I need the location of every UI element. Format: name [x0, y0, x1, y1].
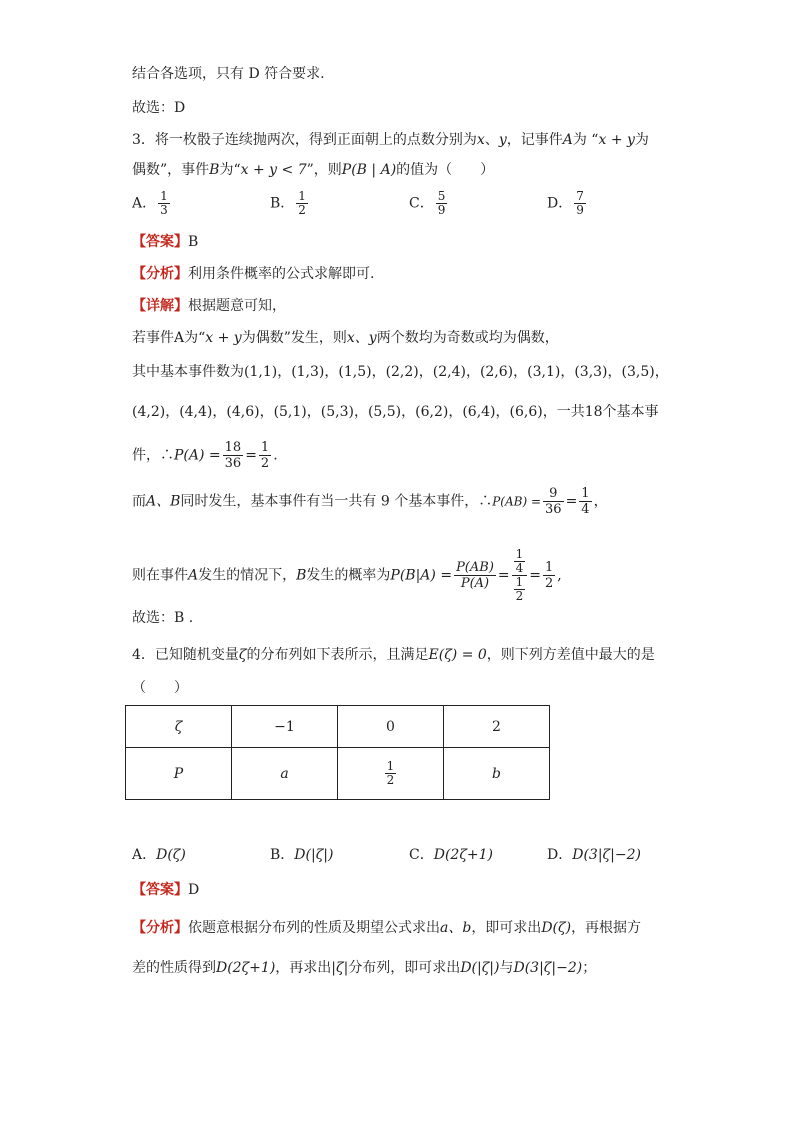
var-zeta: ζ — [238, 647, 247, 663]
option-label: D． — [547, 195, 573, 212]
analysis-text: ，再根据方 — [571, 920, 642, 936]
q3-expr-sum: x + y — [598, 132, 635, 148]
q3-var-x: x — [476, 132, 485, 148]
q3-analysis — [132, 264, 374, 284]
expr-d2z: D(2ζ+1) — [216, 960, 276, 976]
fraction — [543, 560, 555, 591]
frac-den: P(A) — [460, 576, 490, 591]
q3-text: 为 — [634, 132, 649, 148]
table-cell: 0 — [338, 706, 444, 748]
q4-text: （ ） — [132, 680, 188, 696]
option-fraction — [296, 190, 308, 217]
frac-den: 2 — [298, 203, 306, 217]
q4-stem-line1 — [132, 645, 655, 665]
frac-num: 9 — [543, 486, 564, 502]
detail-text: 其中基本事件数为 — [132, 364, 244, 380]
q3-detail-events1 — [132, 362, 669, 382]
q3-detail-intro — [132, 296, 286, 316]
q3-text: 、 — [484, 132, 499, 148]
frac-num: P(AB) — [456, 560, 494, 575]
table-row — [126, 706, 550, 748]
expr-pba: P(B|A) = — [390, 567, 453, 584]
expr-pa: P(A) = — [174, 447, 221, 464]
analysis-text: 利用条件概率的公式求解即可. — [188, 266, 375, 282]
q3-var-a: A — [562, 132, 573, 148]
detail-text: 则在事件 — [132, 567, 188, 584]
q3-option-d — [547, 190, 588, 217]
compound-den — [512, 576, 528, 603]
analysis-text: 与 — [499, 960, 514, 976]
q3-detail-line2 — [132, 328, 559, 348]
frac-den: 4 — [581, 502, 590, 517]
frac-den: 36 — [224, 456, 242, 471]
q2-conclusion — [132, 64, 325, 84]
answer-tag: 【答案】 — [132, 882, 188, 898]
q3-expr-pba: P(B | A) — [341, 162, 397, 178]
expr-d3: D(3|ζ|−2) — [513, 960, 583, 976]
frac-num: 1 — [515, 575, 524, 589]
q2-final-choice — [132, 98, 185, 118]
expr-ab: a、b — [440, 920, 472, 936]
analysis-text: ； — [582, 960, 597, 976]
q4-stem-line2 — [132, 678, 188, 698]
q3-text: ”，则 — [306, 162, 342, 178]
q3-stem-line1 — [132, 130, 649, 150]
analysis-text: 差的性质得到 — [132, 960, 216, 976]
frac-den: 9 — [437, 203, 446, 217]
q4-text: 的分布列如下表所示，且满足 — [246, 647, 429, 663]
fraction — [223, 440, 244, 471]
q3-option-a — [132, 190, 172, 217]
expr-abs: |ζ| — [331, 960, 349, 976]
analysis-tag: 【分析】 — [132, 920, 188, 936]
frac-den: 2 — [545, 576, 554, 591]
compound-fraction — [512, 548, 528, 603]
q3-text: ，记事件 — [506, 132, 563, 148]
frac-num: 1 — [386, 759, 395, 773]
answer-value: D — [188, 882, 200, 898]
q3-detail-events2 — [132, 402, 659, 422]
detail-text: 为偶数”发生，则 — [241, 330, 347, 346]
analysis-text: 分布列，即可求出 — [348, 960, 461, 976]
expr-pab: P(AB) = — [492, 494, 542, 509]
frac-den: 36 — [545, 502, 562, 517]
option-fraction — [574, 190, 586, 217]
frac-den: 9 — [576, 203, 584, 217]
frac-num: 7 — [576, 189, 584, 203]
table-cell: 2 — [444, 706, 550, 748]
final-choice-text: 故选：B . — [132, 610, 194, 626]
analysis-text: ，即可求出 — [471, 920, 542, 936]
option-label: A． — [132, 847, 157, 863]
expr-dz: D(ζ) — [541, 920, 572, 936]
detail-text: 根据题意可知， — [188, 298, 286, 314]
table-cell: −1 — [232, 706, 338, 748]
option-expr: D(2ζ+1) — [433, 847, 493, 863]
option-label: B． — [270, 847, 295, 863]
distribution-table — [125, 705, 550, 800]
detail-text: 发生的概率为 — [306, 567, 391, 584]
q3-option-b — [270, 190, 310, 217]
detail-text: 两个数均为奇数或均为偶数， — [376, 330, 559, 346]
fraction — [259, 440, 271, 471]
table-cell: b — [444, 748, 550, 800]
table-cell — [338, 748, 444, 800]
fraction — [543, 486, 564, 517]
q3-detail-pab: 而A、B同时发生，基本事件有当一共有 9 个基本事件，∴P(AB) = $\frac{9}{36}$ = $\frac{1}{4}$ ， — [132, 486, 608, 517]
frac-den: 2 — [515, 589, 524, 603]
q4-option-b — [270, 844, 333, 864]
option-fraction — [436, 190, 448, 217]
option-fraction — [158, 190, 170, 217]
q3-detail-pba: 则在事件A发生的情况下，B发生的概率为P(B|A) = $\frac{P(AB)}{P(A)}$ = $\frac{\frac{1}{4}}{\frac{1}{2}}$ = $\frac{1}{2}$ , — [132, 547, 562, 603]
fraction — [514, 548, 526, 575]
frac-num: 5 — [437, 189, 446, 203]
var-b: B — [296, 567, 307, 584]
option-expr: D(3|ζ|−2) — [572, 847, 641, 863]
table-cell: a — [232, 748, 338, 800]
answer-tag: 【答案】 — [132, 234, 188, 250]
analysis-text: ，再求出 — [275, 960, 332, 976]
q4-option-a — [132, 844, 186, 864]
q4-analysis-line2 — [132, 958, 596, 978]
q3-option-c — [409, 190, 449, 217]
q3-text: 的值为（ ） — [396, 162, 495, 178]
q3-answer — [132, 232, 198, 252]
detail-text: 而 — [132, 493, 146, 510]
fraction — [385, 760, 397, 787]
option-label: B． — [270, 195, 295, 212]
frac-num: 1 — [545, 560, 554, 575]
q4-option-d — [547, 844, 641, 864]
q3-expr-lt7: x + y < 7 — [240, 162, 307, 178]
option-label: C． — [409, 195, 434, 212]
q4-answer — [132, 880, 199, 900]
expr-expectation: E(ζ) = 0 — [428, 647, 487, 663]
option-label: D． — [547, 847, 573, 863]
expr-dabs: D(|ζ|) — [460, 960, 500, 976]
frac-num: 18 — [224, 440, 242, 455]
frac-num: 1 — [515, 547, 524, 561]
option-label: C． — [409, 847, 434, 863]
option-expr: D(ζ) — [156, 847, 186, 863]
frac-num: 1 — [581, 486, 590, 501]
fraction — [579, 486, 591, 517]
q3-detail-pa: 件，∴P(A) = $\frac{18}{36}$ = $\frac{1}{2}$ . — [132, 440, 278, 471]
answer-value: B — [188, 234, 199, 250]
q2-final-choice-text: 故选：D — [132, 100, 186, 116]
expr-ab: A、B — [146, 493, 181, 510]
frac-num: 1 — [260, 440, 270, 455]
q2-conclusion-text: 结合各选项，只有 D 符合要求. — [132, 66, 325, 82]
compound-num — [512, 548, 528, 576]
frac-den: 2 — [386, 773, 395, 787]
events-list: (1,1)，(1,3)，(1,5)，(2,2)，(2,4)，(2,6)，(3,1)，(3,3)，(3,5)， — [244, 364, 669, 380]
detail-text: 若事件A为“ — [132, 330, 206, 346]
expr-xy: x、y — [346, 330, 377, 346]
frac-den: 2 — [260, 456, 270, 471]
q4-option-c — [409, 844, 493, 864]
detail-text: 件，∴ — [132, 447, 174, 464]
table-cell: ζ — [126, 706, 232, 748]
q3-text: 为 “ — [572, 132, 599, 148]
detail-text: 发生的情况下， — [198, 567, 297, 584]
frac-den: 3 — [160, 203, 168, 217]
option-label: A． — [132, 195, 157, 212]
q3-text: 为“ — [219, 162, 241, 178]
fraction — [454, 560, 496, 591]
q3-stem-line2 — [132, 160, 494, 180]
expr-sum: x + y — [205, 330, 242, 346]
table-cell: P — [126, 748, 232, 800]
frac-den: 4 — [515, 561, 524, 575]
q4-text: 4．已知随机变量 — [132, 647, 239, 663]
frac-num: 1 — [160, 189, 168, 203]
detail-text: 同时发生，基本事件有当一共有 9 个基本事件，∴ — [180, 493, 493, 510]
events-list: (4,2)，(4,4)，(4,6)，(5,1)，(5,3)，(5,5)，(6,2)，(6,4)，(6,6)，一共18个基本事 — [132, 404, 659, 420]
analysis-tag: 【分析】 — [132, 266, 188, 282]
option-expr: D(|ζ|) — [294, 847, 334, 863]
q3-var-b: B — [209, 162, 220, 178]
q3-text: 偶数”，事件 — [132, 162, 210, 178]
fraction — [514, 576, 526, 603]
q3-var-y: y — [498, 132, 507, 148]
detail-tag: 【详解】 — [132, 298, 188, 314]
var-a: A — [188, 567, 199, 584]
q3-text: 3．将一枚骰子连续抛两次，得到正面朝上的点数分别为 — [132, 132, 477, 148]
frac-num: 1 — [298, 189, 306, 203]
analysis-text: 依题意根据分布列的性质及期望公式求出 — [188, 920, 440, 936]
q4-text: ，则下列方差值中最大的是 — [486, 647, 655, 663]
q3-final-choice — [132, 608, 193, 628]
table-row — [126, 748, 550, 800]
q4-analysis-line1 — [132, 918, 641, 938]
